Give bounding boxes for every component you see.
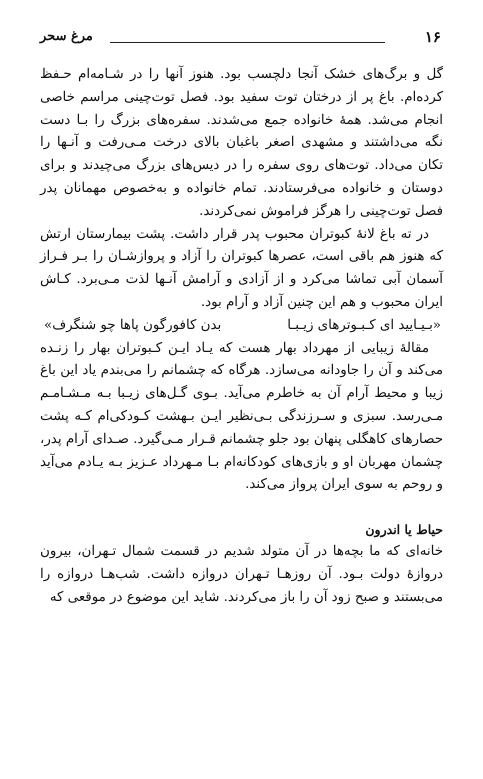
poem-second-hemistich: بدن کافورگون پاها چو شنگرف» [44,317,222,333]
poem-first-hemistich: «بـیـایید ای کـبـوترهای زیـبـا [287,317,441,333]
header-rule [110,42,385,43]
paragraph-house: خانه‌ای که ما بچه‌ها در آن متولد شدیم در قسمت شمال تـهران، بیرون دروازهٔ دولت بـود. آن روزهـا تـهران دروازه داشت. شب‌هـا دروازه را می‌بستند و صبح زود آن را باز می‌کردند. شاید این موضوع در موقعی که [40,544,443,605]
body-text [40,64,443,610]
running-title: مرغ سحر [40,29,93,44]
paragraph-memory: مقالهٔ زیبایی از مهرداد بهار هست که یـاد ایـن کـبوتران بهار را زنـده می‌کند و آن را جاودانه می‌سازد. هرگاه که چشمانم را می‌بندم یاد این باغ زیبا و محیط آرام آن به خاطرم می‌آید. بـوی گـل‌های زیـبا بـه مـشـامـم مـی‌رسد. سبزی و سـرزندگی بـی‌نظیر ایـن بـهشت کـودکی‌ام کـه پشت حصارهای کاهگلی پنهان بود جلو چشمانم قـرار مـی‌گیرد. صـدای آرام پدر، چشمان مهربان او و بازی‌های کودکانه‌ام بـا مـهرداد عـزیز بـه یـادم می‌آید و روحم به سوی ایران پرواز می‌کند. [40,340,443,493]
section-heading: حیاط یا اندرون [365,522,443,538]
paragraph-pigeons: در ته باغ لانهٔ کبوتران محبوب پدر قرار داشت. پشت بیمارستان ارتش که هنوز هم باقی است، عصرها کبوتران را آزاد و پروازشـان را بـر فـراز آسمان آبی تماشا می‌کرد و از آزادی و آرامش آنـها لذت مـی‌برد. کـاش ایران محبوب و هم این چنین آزاد و آرام بود. [40,226,443,310]
paragraph-garden: گل و برگ‌های خشک آنجا دلچسب بود. هنوز آنها را در شـامه‌ام حـفظ کرده‌ام. باغ پر از درختان توت سفید بود. فصل توت‌چینی مراسم خاصی انجام می‌شد. همهٔ خانواده جمع می‌شدند. سفره‌های بزرگ را بـا دست نگه می‌داشتند و مشهدی اصغر باغبان بالای درخت مـی‌رفت و آنـها را تکان می‌داد. توت‌های روی سفره را در دیس‌های بزرگ می‌چیدند و برای دوستان و خانواده می‌فرستادند. تمام خانواده و به‌خصوص مهمانان پدر فصل توت‌چینی را هرگز فراموش نمی‌کردند. [40,67,443,219]
poem-verse [40,315,443,338]
page-header [40,26,443,52]
page-number: ۱۶ [424,28,441,46]
